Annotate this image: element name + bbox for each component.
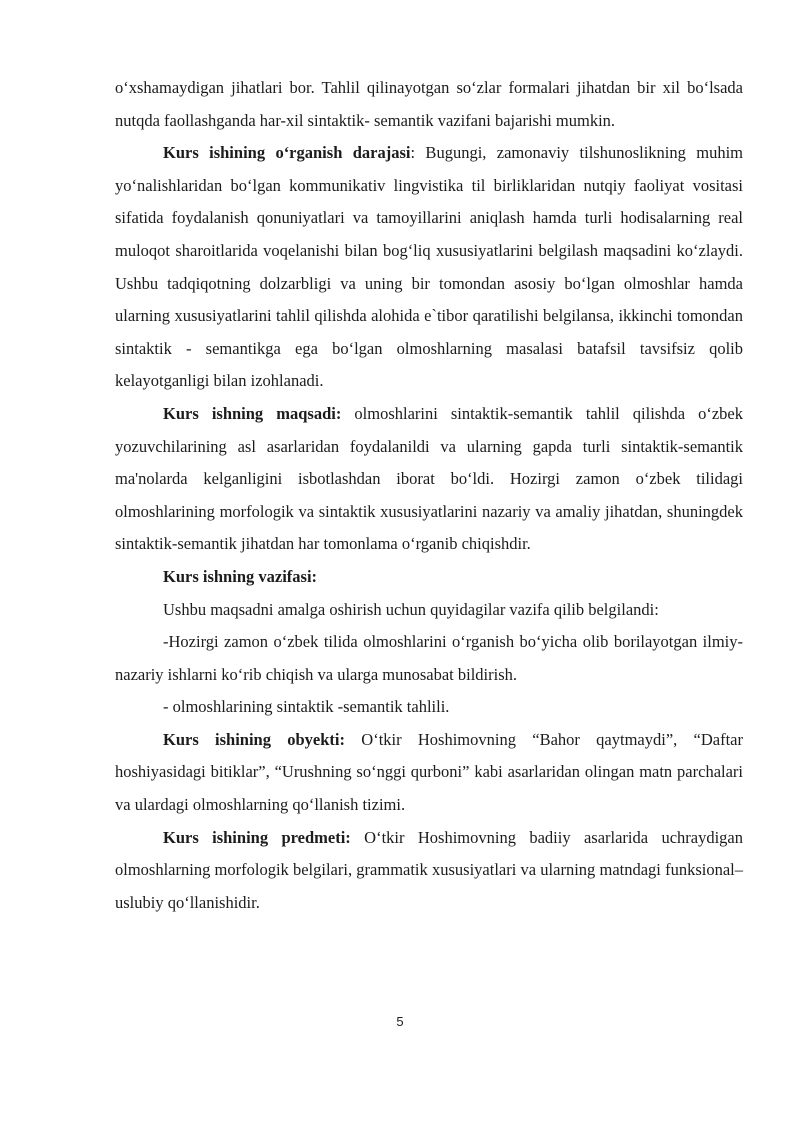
paragraph-text: -Hozirgi zamon o‘zbek tilida olmoshlarini o‘rganish bo‘yicha olib borilayotgan ilmiy-nazariy ishlarni ko‘rib chiqish va ularga munosabat bildirish. xyxy=(115,632,743,684)
page-number: 5 xyxy=(396,1014,404,1029)
paragraph-study-level xyxy=(115,137,743,398)
paragraph-text: O‘tkir Hoshimovning “Bahor qaytmaydi”, “Daftar hoshiyasidagi bitiklar”, “Urushning so‘nggi qurboni” kabi asarlaridan olingan matn parchalari va ulardagi olmoshlarning qo‘llanish tizimi. xyxy=(115,729,743,815)
paragraph-task-item-2 xyxy=(115,691,743,724)
paragraph-text: olmoshlarini sintaktik-semantik tahlil qilishda o‘zbek yozuvchilarining asl asarlaridan foydalanildi va ularning gapda turli sintaktik-semantik ma'nolarda kelganligini isbotlashdan iborat bo‘ldi. Hozirgi zamon o‘zbek tilidagi olmoshlarining morfologik va sintaktik xususiyatlarini nazariy va amaliy jihatdan, shuningdek sintaktik-semantik jihatdan har tomonlama o‘rganib chiqishdir. xyxy=(115,403,743,554)
paragraph-heading: Kurs ishning vazifasi: xyxy=(163,566,318,586)
paragraph-subject xyxy=(115,822,743,920)
paragraph-heading: Kurs ishining obyekti: xyxy=(163,729,346,749)
paragraph-goal xyxy=(115,398,743,561)
paragraph-heading: Kurs ishining o‘rganish darajasi xyxy=(163,143,411,163)
paragraph-text: - olmoshlarining sintaktik -semantik tahlili. xyxy=(163,697,450,717)
paragraph-text: o‘xshamaydigan jihatlari bor. Tahlil qilinayotgan so‘zlar formalari jihatdan bir xil bo‘lsada nutqda faollashganda har-xil sintaktik- semantik vazifani bajarishi mumkin. xyxy=(115,78,743,130)
paragraph-heading: Kurs ishining predmeti: xyxy=(163,827,351,847)
paragraph-heading: Kurs ishning maqsadi: xyxy=(163,403,342,423)
paragraph-tasks-intro xyxy=(115,594,743,627)
page-body xyxy=(115,72,743,919)
paragraph-continuation xyxy=(115,72,743,137)
paragraph-text: : Bugungi, zamonaviy tilshunoslikning muhim yo‘nalishlaridan bo‘lgan kommunikativ lingvistika til birliklaridan nutqiy faoliyat vositasi sifatida foydalanish qonuniyatlari va tamoyillarini aniqlash hamda turli hodisalarning real muloqot sharoitlarida voqelanishi bilan bog‘liq xususiyatlarini belgilash maqsadini ko‘zlaydi. Ushbu tadqiqotning dolzarbligi va uning bir tomondan asosiy bo‘lgan olmoshlar hamda ularning xususiyatlarini tahlil qilishda alohida e`tibor qaratilishi belgilansa, ikkinchi tomondan sintaktik - semantikga ega bo‘lgan olmoshlarning masalasi batafsil tavsifsiz qolib kelayotganligi bilan izohlanadi. xyxy=(115,143,743,391)
paragraph-text: O‘tkir Hoshimovning badiiy asarlarida uchraydigan olmoshlarning morfologik belgilari, grammatik xususiyatlari va ularning matndagi funksional–uslubiy qo‘llanishidir. xyxy=(115,827,744,912)
paragraph-text: Ushbu maqsadni amalga oshirish uchun quyidagilar vazifa qilib belgilandi: xyxy=(163,599,659,619)
paragraph-object xyxy=(115,724,743,822)
paragraph-tasks-heading xyxy=(115,561,743,594)
paragraph-task-item-1 xyxy=(115,626,743,691)
